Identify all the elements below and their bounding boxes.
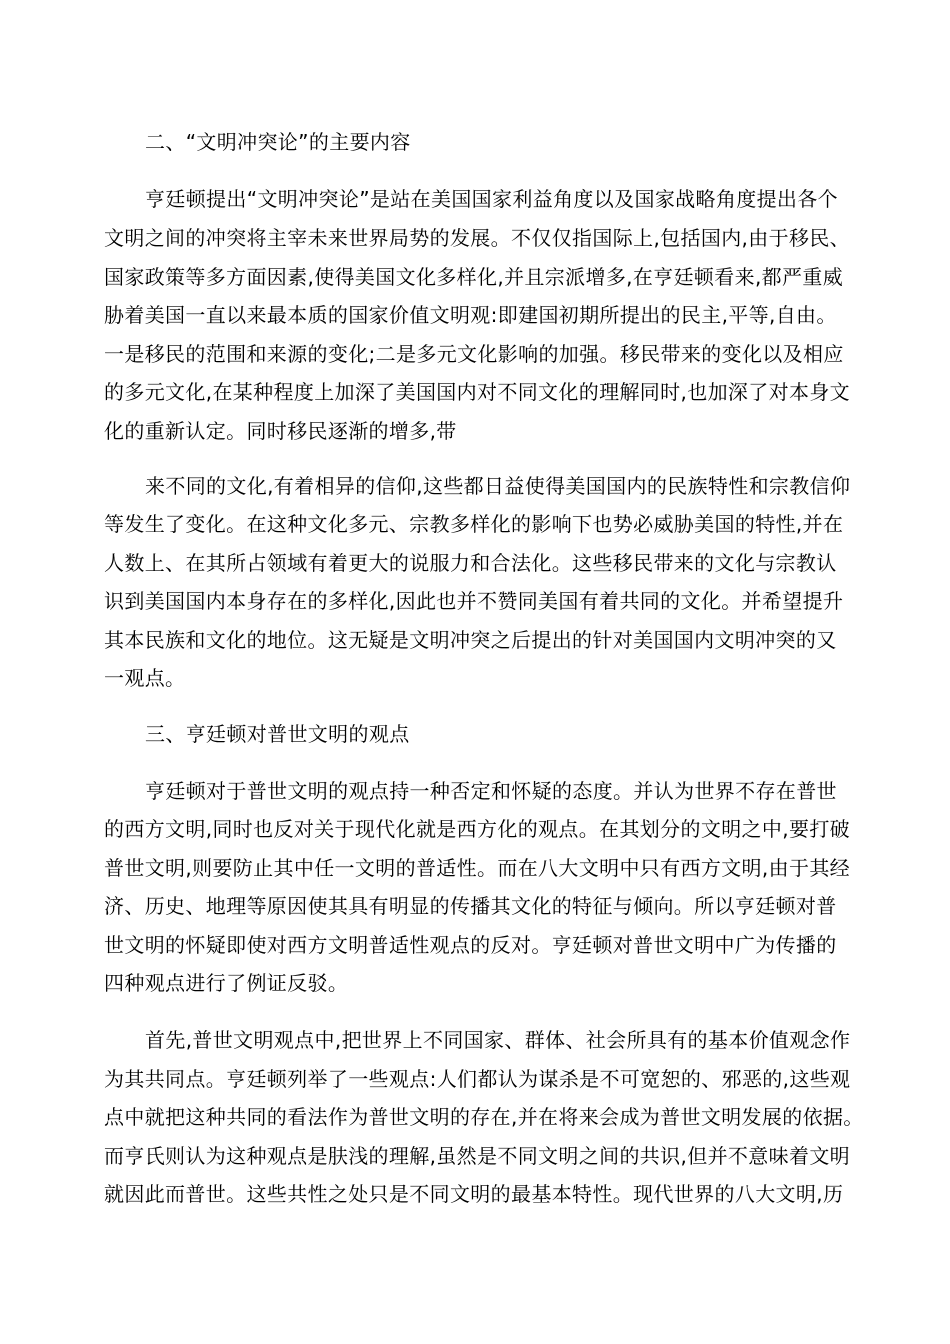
text-line: 世文明的怀疑即使对西方文明普适性观点的反对。亨廷顿对普世文明中广为传播的 [104,933,837,957]
text-line: 文明之间的冲突将主宰未来世界局势的发展。不仅仅指国际上,包括国内,由于移民、 [104,226,851,250]
text-line: 等发生了变化。在这种文化多元、宗教多样化的影响下也势必威胁美国的特性,并在 [104,512,844,536]
text-line: 点中就把这种共同的看法作为普世文明的存在,并在将来会成为普世文明发展的依据。 [104,1105,864,1129]
text-line: 就因此而普世。这些共性之处只是不同文明的最基本特性。现代世界的八大文明,历 [104,1182,844,1206]
text-line: 亨廷顿对于普世文明的观点持一种否定和怀疑的态度。并认为世界不存在普世 [145,779,837,803]
text-line: 化的重新认定。同时移民逐渐的增多,带 [104,419,457,443]
section-heading: 二、“文明冲突论”的主要内容 [145,130,411,154]
section-heading: 三、亨廷顿对普世文明的观点 [145,722,410,746]
text-line: 国家政策等多方面因素,使得美国文化多样化,并且宗派增多,在亨廷顿看来,都严重威 [104,265,844,289]
text-line: 四种观点进行了例证反驳。 [104,971,349,995]
text-line: 识到美国国内本身存在的多样化,因此也并不赞同美国有着共同的文化。并希望提升 [104,589,844,613]
text-line: 来不同的文化,有着相异的信仰,这些都日益使得美国国内的民族特性和宗教信仰 [145,474,851,498]
text-line: 首先,普世文明观点中,把世界上不同国家、群体、社会所具有的基本价值观念作 [145,1028,851,1052]
text-line: 其本民族和文化的地位。这无疑是文明冲突之后提出的针对美国国内文明冲突的又 [104,628,837,652]
text-line: 的多元文化,在某种程度上加深了美国国内对不同文化的理解同时,也加深了对本身文 [104,380,851,404]
text-line: 亨廷顿提出“文明冲突论”是站在美国国家利益角度以及国家战略角度提出各个 [145,187,838,211]
text-line: 普世文明,则要防止其中任一文明的普适性。而在八大文明中只有西方文明,由于其经 [104,856,851,880]
text-line: 人数上、在其所占领域有着更大的说服力和合法化。这些移民带来的文化与宗教认 [104,551,837,575]
text-line: 济、历史、地理等原因使其具有明显的传播其文化的特征与倾向。所以亨廷顿对普 [104,894,837,918]
text-line: 而亨氏则认为这种观点是肤浅的理解,虽然是不同文明之间的共识,但并不意味着文明 [104,1144,851,1168]
text-line: 为其共同点。亨廷顿列举了一些观点:人们都认为谋杀是不可宽恕的、邪恶的,这些观 [104,1067,851,1091]
text-line: 一是移民的范围和来源的变化;二是多元文化影响的加强。移民带来的变化以及相应 [104,342,844,366]
text-line: 胁着美国一直以来最本质的国家价值文明观:即建国初期所提出的民主,平等,自由。 [104,303,837,327]
text-line: 一观点。 [104,666,186,690]
text-line: 的西方文明,同时也反对关于现代化就是西方化的观点。在其划分的文明之中,要打破 [104,817,851,841]
